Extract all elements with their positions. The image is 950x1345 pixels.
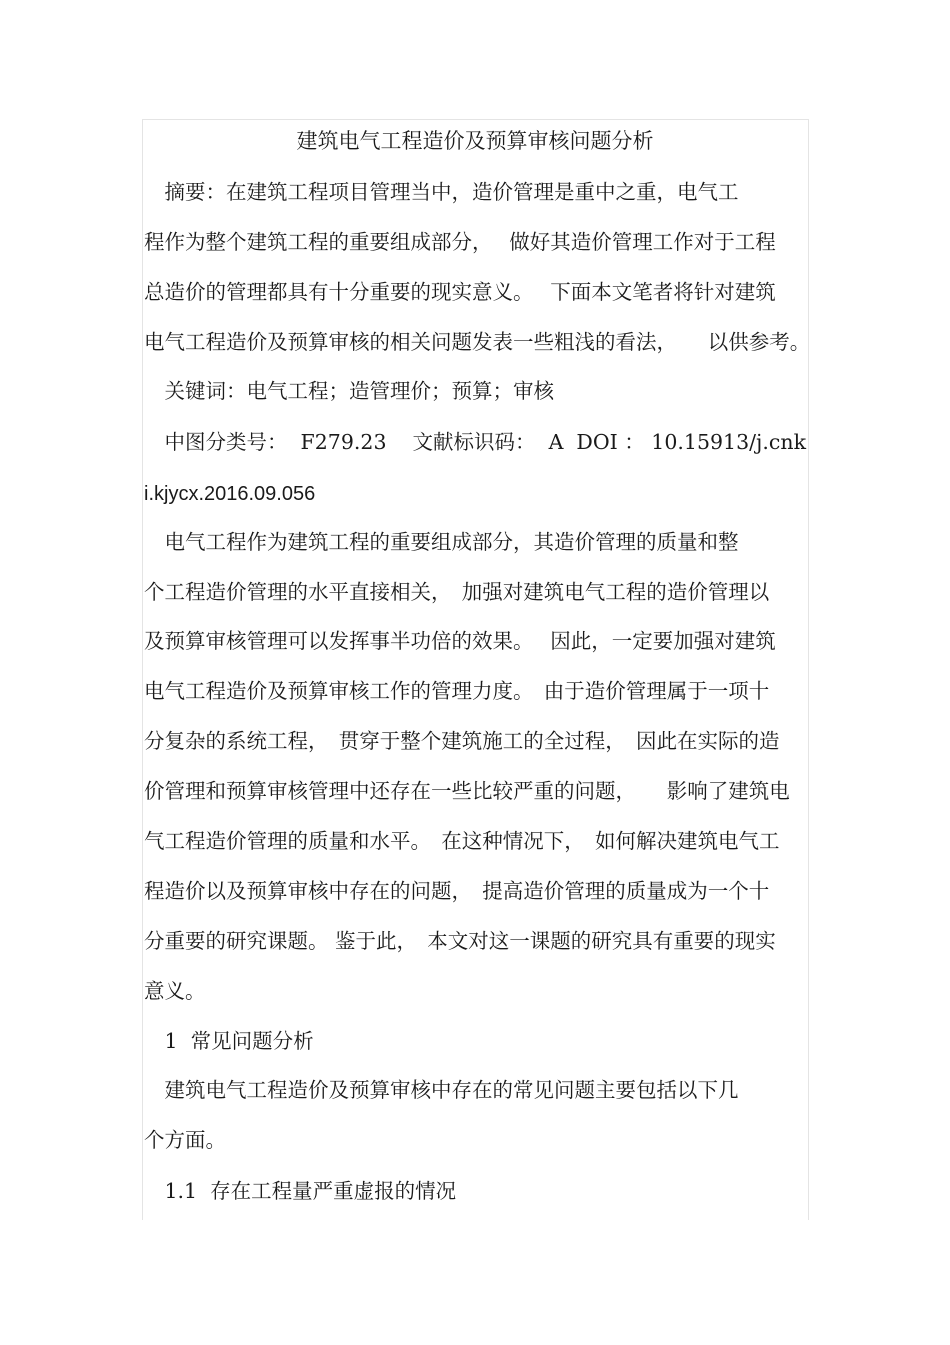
intro-line-7: 气工程造价管理的质量和水平。 在这种情况下， 如何解决建筑电气工 xyxy=(144,829,780,853)
intro-line-2: 个工程造价管理的水平直接相关， 加强对建筑电气工程的造价管理以 xyxy=(144,580,770,604)
abstract-line-2: 程作为整个建筑工程的重要组成部分， 做好其造价管理工作对于工程 xyxy=(144,230,776,254)
intro-line-3: 及预算审核管理可以发挥事半功倍的效果。 因此，一定要加强对建筑 xyxy=(144,629,776,653)
section-1-line-2: 个方面。 xyxy=(144,1128,226,1152)
intro-line-10: 意义。 xyxy=(144,979,206,1003)
intro-line-5: 分复杂的系统工程， 贯穿于整个建筑施工的全过程， 因此在实际的造 xyxy=(144,729,780,753)
intro-line-6: 价管理和预算审核管理中还存在一些比较严重的问题， 影响了建筑电 xyxy=(144,779,790,803)
intro-line-1: 电气工程作为建筑工程的重要组成部分，其造价管理的质量和整 xyxy=(144,530,739,554)
section-1-heading: 1 常见问题分析 xyxy=(144,1029,314,1053)
doi-tail: i.kjycx.2016.09.056 xyxy=(144,483,316,505)
subsection-1-1-heading: 1.1 存在工程量严重虚报的情况 xyxy=(144,1179,457,1203)
keywords-line: 关键词：电气工程；造管理价；预算；审核 xyxy=(144,379,554,403)
intro-line-9: 分重要的研究课题。 鉴于此， 本文对这一课题的研究具有重要的现实 xyxy=(144,929,776,953)
section-1-line-1: 建筑电气工程造价及预算审核中存在的常见问题主要包括以下几 xyxy=(144,1078,739,1102)
article-title: 建筑电气工程造价及预算审核问题分析 xyxy=(296,129,654,153)
abstract-line-1: 摘要：在建筑工程项目管理当中，造价管理是重中之重，电气工 xyxy=(144,180,739,204)
intro-line-8: 程造价以及预算审核中存在的问题， 提高造价管理的质量成为一个十 xyxy=(144,879,770,903)
abstract-line-4: 电气工程造价及预算审核的相关问题发表一些粗浅的看法， 以供参考。 xyxy=(144,330,811,354)
abstract-line-3: 总造价的管理都具有十分重要的现实意义。 下面本文笔者将针对建筑 xyxy=(144,280,776,304)
classification-line: 中图分类号： F279.23 文献标识码： A DOI ： 10.15913/j.cnk xyxy=(144,430,806,454)
intro-line-4: 电气工程造价及预算审核工作的管理力度。 由于造价管理属于一项十 xyxy=(144,679,770,703)
